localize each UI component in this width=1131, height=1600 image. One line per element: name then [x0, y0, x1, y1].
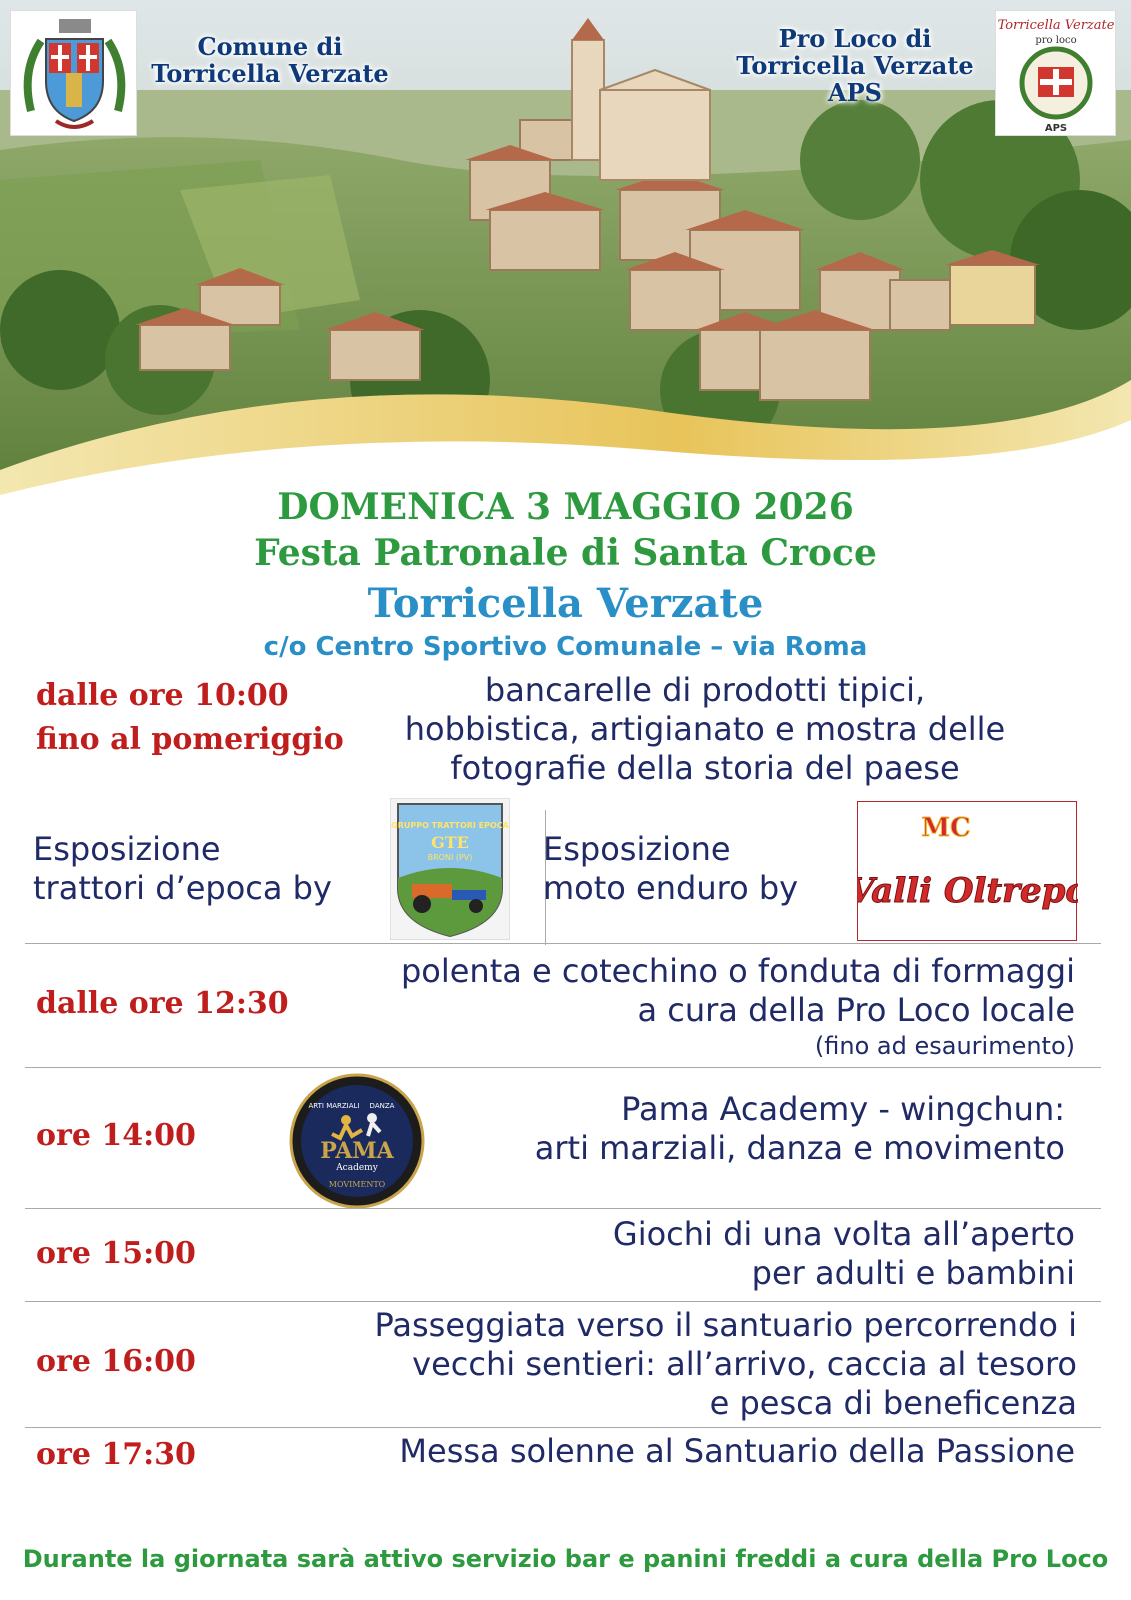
- morning-desc-line-1: bancarelle di prodotti tipici,: [484, 671, 926, 709]
- tractor-shield-icon: [390, 798, 510, 940]
- pama-logo-main-text: PAMA: [320, 1138, 394, 1164]
- moto-exhibit-line-1: Esposizione: [543, 830, 731, 868]
- lunch-desc-line-2: a cura della Pro Loco locale: [637, 991, 1075, 1029]
- coat-of-arms-icon: [11, 11, 138, 137]
- slot-1500-desc-line-1: Giochi di una volta all’aperto: [612, 1215, 1075, 1253]
- divider-5: [25, 1427, 1101, 1428]
- slot-1730-description: Messa solenne al Santuario della Passione: [399, 1432, 1075, 1470]
- pama-emblem-icon: [288, 1072, 426, 1210]
- event-venue-subtitle: c/o Centro Sportivo Comunale – via Roma: [263, 632, 868, 662]
- morning-time-line-1: dalle ore 10:00: [36, 678, 289, 713]
- pro-loco-line-1: Pro Loco di: [778, 24, 932, 53]
- comune-coat-of-arms-logo: [10, 10, 137, 136]
- morning-desc-line-3: fotografie della storia del paese: [450, 749, 960, 787]
- slot-1400-desc-line-2: arti marziali, danza e movimento: [534, 1129, 1065, 1167]
- morning-time: [36, 674, 344, 762]
- pro-loco-logo-top-text: Torricella Verzate: [997, 18, 1115, 33]
- pro-loco-logo-bottom-text: APS: [1044, 123, 1068, 134]
- slot-1400-description: [440, 1090, 1065, 1168]
- slot-1600-desc-line-2: vecchi sentieri: all’arrivo, caccia al tesoro: [412, 1345, 1077, 1383]
- mc-logo-top-text: MC: [921, 813, 971, 843]
- lunch-desc-line-1: polenta e cotechino o fonduta di formaggi: [400, 952, 1075, 990]
- slot-1600-description: [220, 1306, 1077, 1423]
- tractor-exhibit-line-1: Esposizione: [33, 830, 221, 868]
- motoclub-logo-icon: [858, 802, 1078, 942]
- slot-1400-desc-line-1: Pama Academy - wingchun:: [621, 1090, 1065, 1128]
- footer-bar-service-note: Durante la giornata sarà attivo servizio bar e panini freddi a cura della Pro Loco: [22, 1545, 1109, 1573]
- lunch-description: [280, 952, 1075, 1030]
- slot-1600-time: ore 16:00: [36, 1344, 196, 1379]
- pro-loco-line-3: APS: [828, 78, 882, 107]
- gte-logo-sub-text: BRONI (PV): [427, 853, 473, 862]
- slot-1600-desc-line-3: e pesca di beneficenza: [709, 1384, 1077, 1422]
- pama-logo-top-left-text: ARTI MARZIALI: [308, 1102, 360, 1110]
- pama-logo-top-right-text: DANZA: [369, 1102, 395, 1110]
- tractor-exhibit-text: [33, 830, 383, 908]
- pro-loco-logo: [995, 10, 1116, 136]
- pro-loco-header-text: [715, 25, 995, 106]
- event-name-title: Festa Patronale di Santa Croce: [254, 532, 877, 574]
- divider-1: [25, 943, 1101, 944]
- lunch-note: (fino ad esaurimento): [814, 1032, 1075, 1060]
- tractor-exhibit-line-2: trattori d’epoca by: [33, 869, 332, 907]
- morning-description: [355, 671, 1055, 788]
- slot-1600-desc-line-1: Passeggiata verso il santuario percorrendo i: [374, 1306, 1077, 1344]
- pro-loco-line-2: Torricella Verzate: [736, 51, 974, 80]
- morning-desc-line-2: hobbistica, artigianato e mostra delle: [404, 710, 1006, 748]
- gte-tractor-group-logo: [390, 798, 510, 940]
- mc-valli-oltrepo-logo: [857, 801, 1077, 941]
- morning-time-line-2: fino al pomeriggio: [36, 722, 344, 757]
- pama-logo-bottom-text: MOVIMENTO: [328, 1180, 386, 1189]
- divider-2: [25, 1067, 1101, 1068]
- hero-village-photo: [0, 0, 1131, 500]
- gte-logo-main-text: GTE: [431, 833, 469, 852]
- slot-1500-desc-line-2: per adulti e bambini: [751, 1254, 1075, 1292]
- comune-line-1: Comune di: [197, 32, 343, 61]
- event-date-title: DOMENICA 3 MAGGIO 2026: [277, 486, 854, 528]
- slot-1500-time: ore 15:00: [36, 1236, 196, 1271]
- lunch-time: dalle ore 12:30: [36, 986, 289, 1021]
- pama-logo-sub-text: Academy: [336, 1163, 378, 1173]
- mc-logo-main-text: Valli Oltrepo: [858, 871, 1078, 911]
- divider-3: [25, 1208, 1101, 1209]
- comune-line-2: Torricella Verzate: [151, 59, 389, 88]
- gte-logo-top-text: GRUPPO TRATTORI EPOCA: [391, 821, 509, 830]
- slot-1500-description: [440, 1215, 1075, 1293]
- pama-academy-logo: [288, 1072, 426, 1210]
- divider-4: [25, 1301, 1101, 1302]
- slot-1730-time: ore 17:30: [36, 1437, 196, 1472]
- pro-loco-emblem-icon: [996, 11, 1117, 137]
- moto-exhibit-text: [543, 830, 873, 908]
- event-place-title: Torricella Verzate: [367, 580, 764, 627]
- pro-loco-logo-mid-text: pro loco: [1035, 35, 1077, 46]
- moto-exhibit-line-2: moto enduro by: [543, 869, 799, 907]
- comune-header-text: [140, 33, 400, 87]
- slot-1400-time: ore 14:00: [36, 1118, 196, 1153]
